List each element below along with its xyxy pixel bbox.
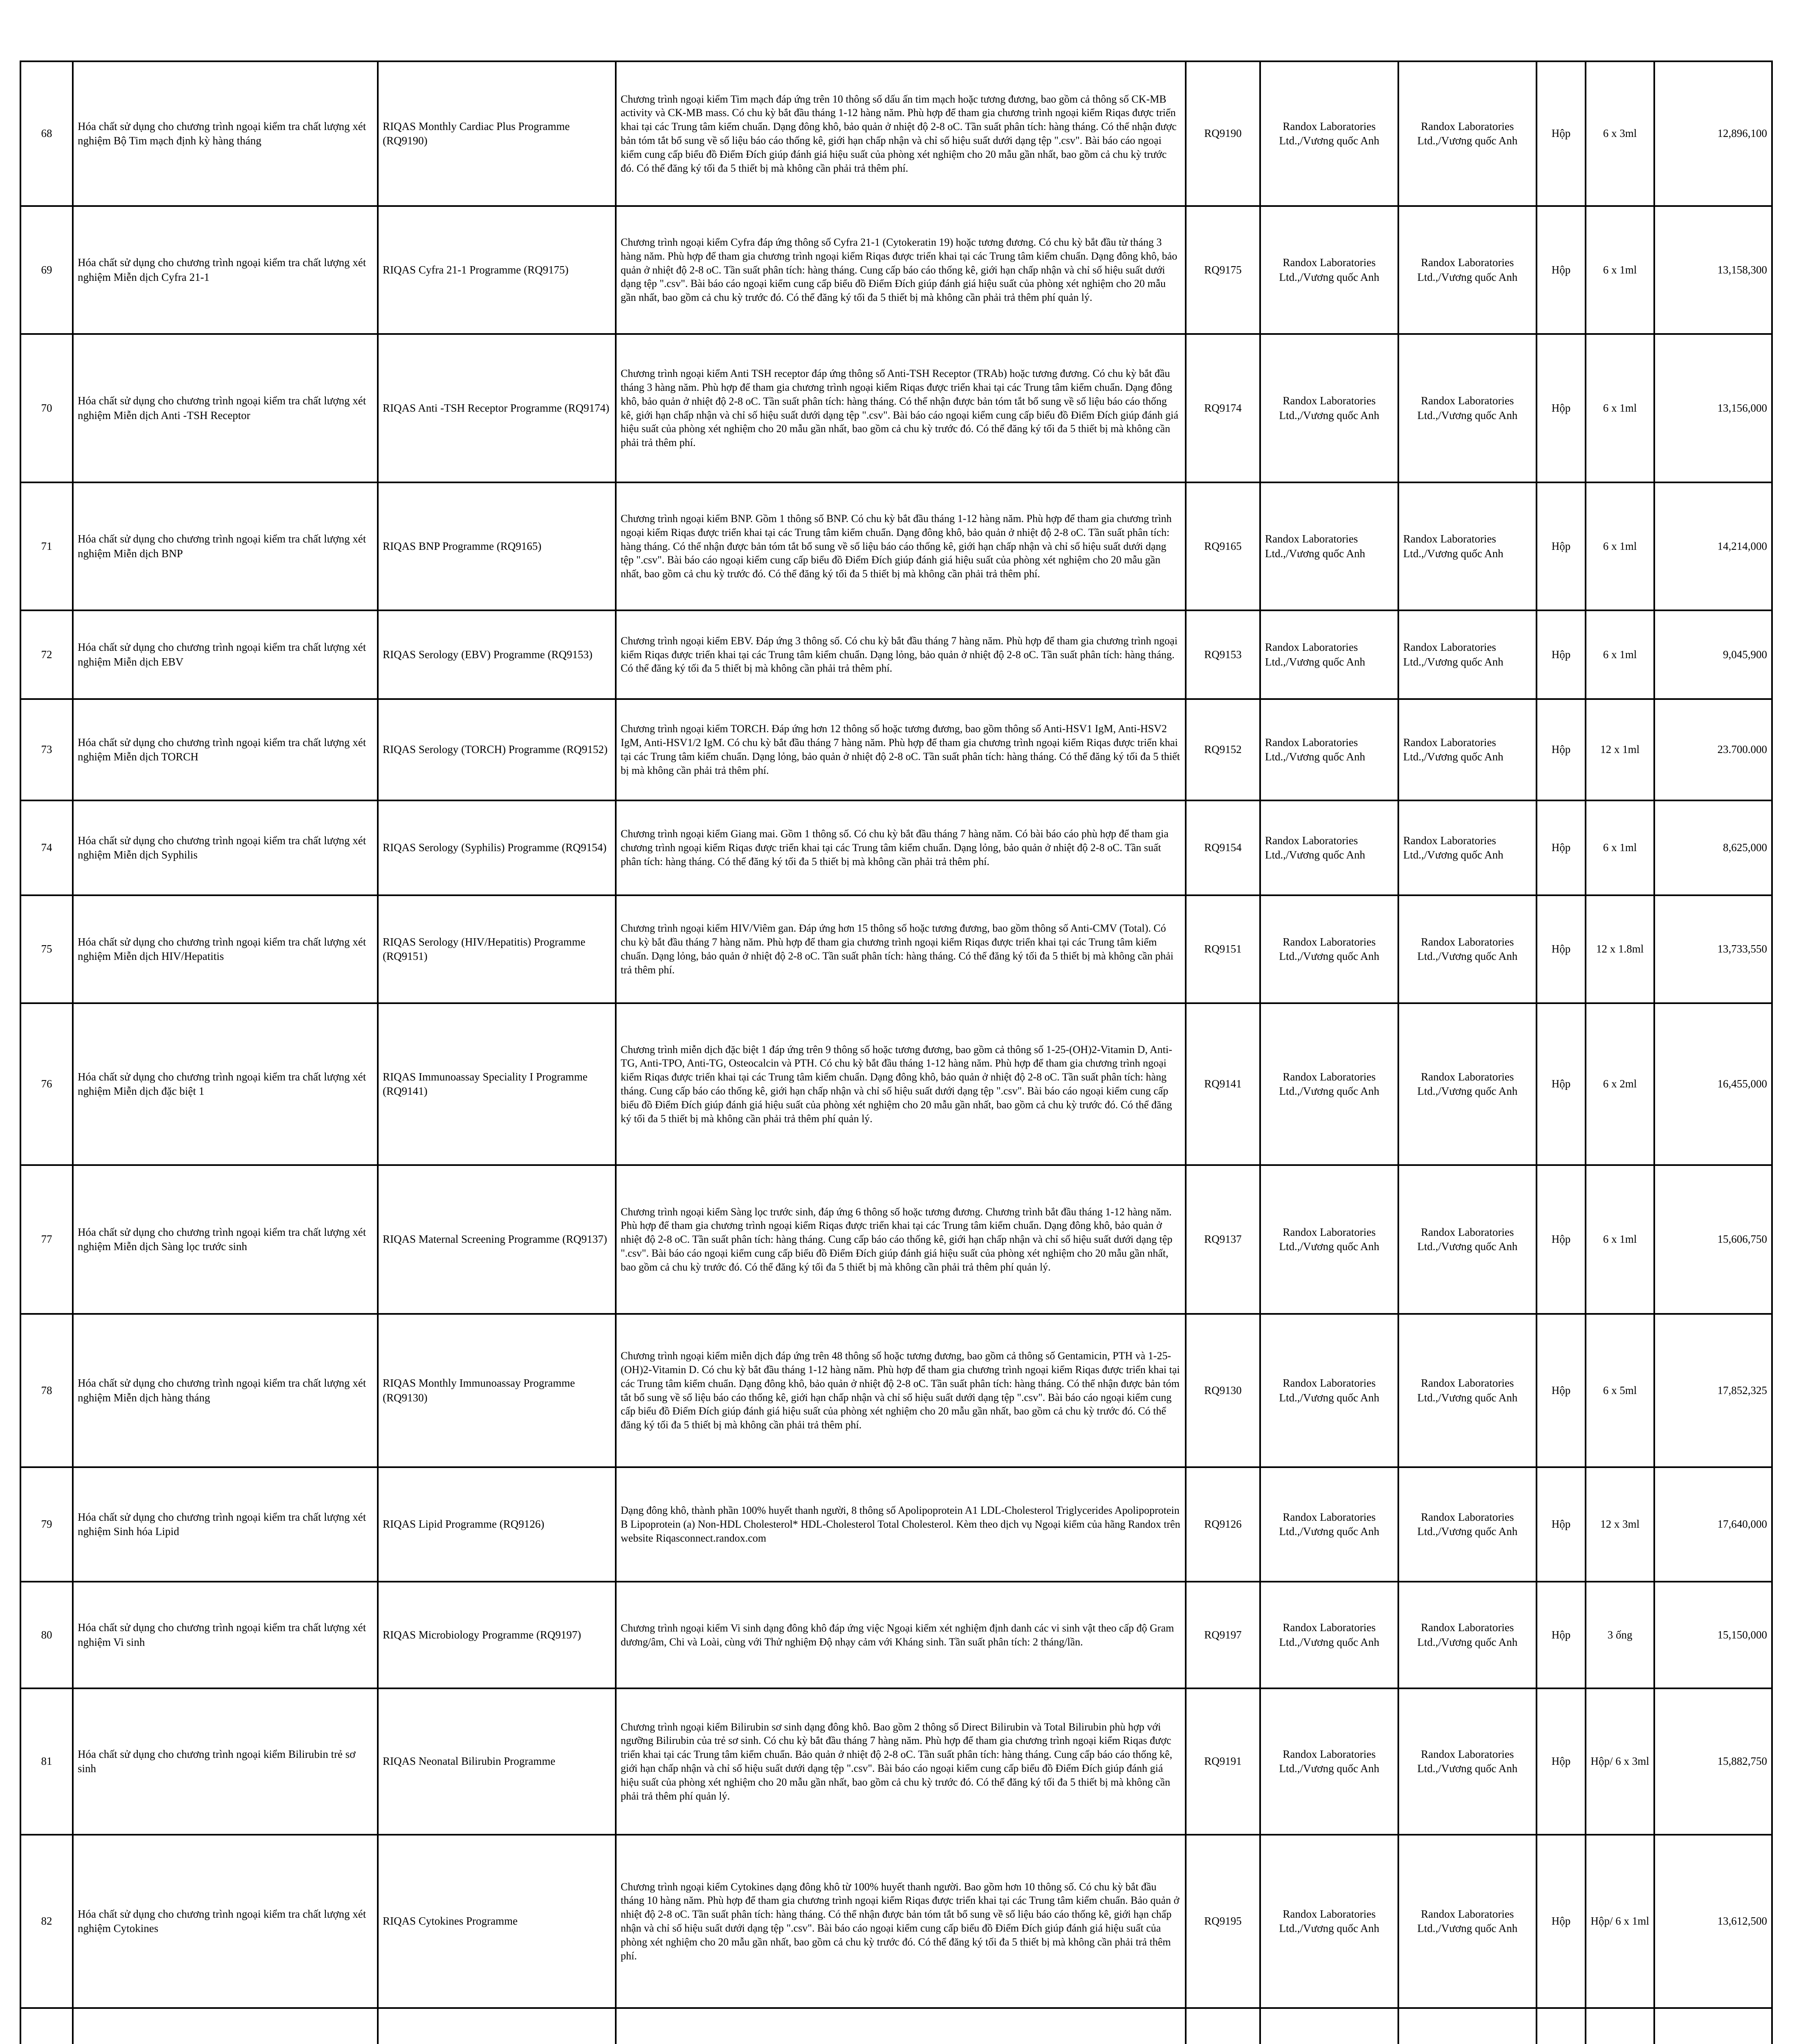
manufacturer: Randox Laboratories Ltd.,/Vương quốc Anh [1260, 1314, 1398, 1467]
row-number: 74 [20, 800, 73, 895]
product-name: RIQAS Maternal Screening Programme (RQ9137) [378, 1165, 616, 1314]
item-name: Hóa chất sử dụng cho chương trình ngoại kiểm tra chất lượng xét nghiệm Sinh hóa Lipid [73, 1467, 378, 1582]
packaging: 6 x 1ml [1586, 1165, 1654, 1314]
item-name: Hóa chất sử dụng cho chương trình ngoại kiểm tra chất lượng xét nghiệm Miễn dịch Cyfra 21-1 [73, 206, 378, 334]
product-name: RIQAS Monthly Cardiac Plus Programme (RQ9190) [378, 61, 616, 206]
packaging: 6 x 5ml [1586, 1314, 1654, 1467]
packaging: Hộp/ 6 x 3ml [1586, 1688, 1654, 1835]
unit-price: 17,852,325 [1654, 1314, 1772, 1467]
license-holder: Randox Laboratories Ltd.,/Vương quốc Anh [1398, 334, 1537, 482]
packaging: 3 ống [1586, 1582, 1654, 1688]
license-holder [1398, 2008, 1537, 2044]
unit [1537, 2008, 1586, 2044]
specification: Chương trình ngoại kiểm Bilirubin sơ sinh dạng đông khô. Bao gồm 2 thông số Direct Bilirubin và Total Bilirubin phù hợp với ngưỡng Bilirubin của trẻ sơ sinh. Có chu kỳ bắt đầu tháng 7 hàng năm. Phù hợp để tham gia chương trình ngoại kiểm Riqas được triển khai tại các Trung tâm kiểm chuẩn. Bảo quản ở nhiệt độ 2-8 oC. Tần suất phân tích: hàng tháng. Cung cấp báo cáo thống kê, giới hạn chấp nhận và chỉ số hiệu suất dưới dạng tệp ".csv". Bài báo cáo ngoại kiểm cung cấp biểu đồ Điểm Đích giúp đánh giá hiệu suất của phòng xét nghiệm cho 20 mẫu gần nhất, bao gồm cả chu kỳ trước đó. Có thể đăng ký tối đa 5 thiết bị mà không cần phải trả thêm phí quản lý. [616, 1688, 1186, 1835]
product-code: RQ9152 [1186, 699, 1260, 800]
unit: Hộp [1537, 482, 1586, 610]
table-row [20, 699, 1772, 800]
row-number: 70 [20, 334, 73, 482]
product-code: RQ9175 [1186, 206, 1260, 334]
unit-price: 15,150,000 [1654, 1582, 1772, 1688]
unit: Hộp [1537, 800, 1586, 895]
table-row [20, 1165, 1772, 1314]
row-number: 75 [20, 895, 73, 1003]
license-holder: Randox Laboratories Ltd.,/Vương quốc Anh [1398, 1835, 1537, 2008]
packaging: 6 x 1ml [1586, 610, 1654, 699]
packaging: 6 x 1ml [1586, 482, 1654, 610]
table-row [20, 482, 1772, 610]
row-number: 71 [20, 482, 73, 610]
specification: Chương trình ngoại kiểm Tim mạch đáp ứng trên 10 thông số dấu ấn tim mạch hoặc tương đương, bao gồm cả thông số CK-MB activity và CK-MB mass. Có chu kỳ bắt đầu tháng 1-12 hàng năm. Phù hợp để tham gia chương trình ngoại kiểm Riqas được triển khai tại các Trung tâm kiểm chuẩn. Dạng đông khô, bảo quản ở nhiệt độ 2-8 oC. Tần suất phân tích: hàng tháng. Có thể nhận được bản tóm tắt bổ sung về số liệu báo cáo thống kê, giới hạn chấp nhận và chỉ số hiệu suất dưới dạng tệp ".csv". Bài báo cáo ngoại kiểm cung cấp biểu đồ Điểm Đích giúp đánh giá hiệu suất của phòng xét nghiệm cho 20 mẫu gần nhất, bao gồm cả chu kỳ trước đó. Có thể đăng ký tối đa 5 thiết bị mà không cần phải trả thêm phí. [616, 61, 1186, 206]
manufacturer: Randox Laboratories Ltd.,/Vương quốc Anh [1260, 1467, 1398, 1582]
specification: Chương trình ngoại kiểm HIV/Viêm gan. Đáp ứng hơn 15 thông số hoặc tương đương, bao gồm thông số Anti-CMV (Total). Có chu kỳ bắt đầu tháng 7 hàng năm. Phù hợp để tham gia chương trình ngoại kiểm Riqas được triển khai tại các Trung tâm kiểm chuẩn. Dạng lỏng, bảo quản ở nhiệt độ 2-8 oC. Tần suất phân tích: hàng tháng. Có thể đăng ký tối đa 5 thiết bị mà không cần phải trả thêm phí. [616, 895, 1186, 1003]
row-number: 72 [20, 610, 73, 699]
unit: Hộp [1537, 699, 1586, 800]
specification: Chương trình ngoại kiểm EBV. Đáp ứng 3 thông số. Có chu kỳ bắt đầu tháng 7 hàng năm. Phù hợp để tham gia chương trình ngoại kiểm Riqas được triển khai tại các Trung tâm kiểm chuẩn. Dạng lỏng, bảo quản ở nhiệt độ 2-8 oC. Tần suất phân tích: hàng tháng. Có thể đăng ký tối đa 5 thiết bị mà không cần phải trả thêm phí. [616, 610, 1186, 699]
row-number: 80 [20, 1582, 73, 1688]
row-number: 76 [20, 1003, 73, 1165]
table-row [20, 895, 1772, 1003]
table-row [20, 2008, 1772, 2044]
unit-price: 8,625,000 [1654, 800, 1772, 895]
row-number: 73 [20, 699, 73, 800]
unit-price [1654, 2008, 1772, 2044]
table-row [20, 1003, 1772, 1165]
unit-price: 15,606,750 [1654, 1165, 1772, 1314]
license-holder: Randox Laboratories Ltd.,/Vương quốc Anh [1398, 1467, 1537, 1582]
specification: Chương trình ngoại kiểm Anti TSH receptor đáp ứng thông số Anti-TSH Receptor (TRAb) hoặc tương đương. Có chu kỳ bắt đầu tháng 3 hàng năm. Phù hợp để tham gia chương trình ngoại kiểm Riqas được triển khai tại các Trung tâm kiểm chuẩn. Dạng đông khô, bảo quản ở nhiệt độ 2-8 oC. Tần suất phân tích: hàng tháng. Có thể nhận được bản tóm tắt bổ sung về số liệu báo cáo thống kê, giới hạn chấp nhận và chỉ số hiệu suất dưới dạng tệp ".csv". Bài báo cáo ngoại kiểm cung cấp biểu đồ Điểm Đích giúp đánh giá hiệu suất của phòng xét nghiệm cho 20 mẫu gần nhất, bao gồm cả chu kỳ trước đó. Có thể đăng ký tối đa 5 thiết bị mà không cần phải trả thêm phí. [616, 334, 1186, 482]
table-row [20, 1314, 1772, 1467]
product-code: RQ9197 [1186, 1582, 1260, 1688]
unit: Hộp [1537, 1165, 1586, 1314]
manufacturer: Randox Laboratories Ltd.,/Vương quốc Anh [1260, 1688, 1398, 1835]
license-holder: Randox Laboratories Ltd.,/Vương quốc Anh [1398, 1688, 1537, 1835]
table-row [20, 334, 1772, 482]
manufacturer: Randox Laboratories Ltd.,/Vương quốc Anh [1260, 895, 1398, 1003]
specification: Chương trình ngoại kiểm Sàng lọc trước sinh, đáp ứng 6 thông số hoặc tương đương. Chương trình bắt đầu tháng 1-12 hàng năm. Phù hợp để tham gia chương trình ngoại kiểm Riqas được triển khai tại các Trung tâm kiểm chuẩn. Dạng đông khô, bảo quản ở nhiệt độ 2-8 oC. Tần suất phân tích: hàng tháng. Cung cấp báo cáo thống kê, giới hạn chấp nhận và chỉ số hiệu suất dưới dạng tệp ".csv". Bài báo cáo ngoại kiểm cung cấp biểu đồ Điểm Đích giúp đánh giá hiệu suất của phòng xét nghiệm cho 20 mẫu gần nhất, bao gồm cả chu kỳ trước đó. Có thể đăng ký tối đa 5 thiết bị mà không cần phải trả thêm phí quản lý. [616, 1165, 1186, 1314]
packaging: 6 x 2ml [1586, 1003, 1654, 1165]
row-number: 82 [20, 1835, 73, 2008]
packaging: 6 x 1ml [1586, 206, 1654, 334]
manufacturer: Randox Laboratories Ltd.,/Vương quốc Anh [1260, 610, 1398, 699]
unit: Hộp [1537, 1835, 1586, 2008]
row-number: 78 [20, 1314, 73, 1467]
unit-price: 13,158,300 [1654, 206, 1772, 334]
unit: Hộp [1537, 1582, 1586, 1688]
table-row [20, 1467, 1772, 1582]
item-name: Hóa chất sử dụng cho chương trình ngoại kiểm tra chất lượng xét nghiệm Miễn dịch EBV [73, 610, 378, 699]
unit: Hộp [1537, 1314, 1586, 1467]
row-number: 69 [20, 206, 73, 334]
product-code: RQ9154 [1186, 800, 1260, 895]
specification: Dạng đông khô, thành phần 100% huyết thanh người, 8 thông số Apolipoprotein A1 LDL-Cholesterol Triglycerides Apolipoprotein B Lipoprotein (a) Non-HDL Cholesterol* HDL-Cholesterol Total Cholesterol. Kèm theo dịch vụ Ngoại kiểm của hãng Randox trên website Riqasconnect.randox.com [616, 1467, 1186, 1582]
product-name: RIQAS BNP Programme (RQ9165) [378, 482, 616, 610]
item-name: Hóa chất sử dụng cho chương trình ngoại kiểm tra chất lượng xét nghiệm Miễn dịch HIV/Hepatitis [73, 895, 378, 1003]
unit-price: 13,733,550 [1654, 895, 1772, 1003]
license-holder: Randox Laboratories Ltd.,/Vương quốc Anh [1398, 895, 1537, 1003]
manufacturer: Randox Laboratories Ltd.,/Vương quốc Anh [1260, 1165, 1398, 1314]
packaging: 12 x 1.8ml [1586, 895, 1654, 1003]
table-row [20, 61, 1772, 206]
packaging: 12 x 3ml [1586, 1467, 1654, 1582]
item-name [73, 2008, 378, 2044]
unit: Hộp [1537, 895, 1586, 1003]
product-code: RQ9195 [1186, 1835, 1260, 2008]
manufacturer: Randox Laboratories Ltd.,/Vương quốc Anh [1260, 800, 1398, 895]
product-name: RIQAS Anti -TSH Receptor Programme (RQ9174) [378, 334, 616, 482]
item-name: Hóa chất sử dụng cho chương trình ngoại kiểm tra chất lượng xét nghiệm Miễn dịch đặc biệt 1 [73, 1003, 378, 1165]
product-name: RIQAS Serology (HIV/Hepatitis) Programme (RQ9151) [378, 895, 616, 1003]
product-name: RIQAS Lipid Programme (RQ9126) [378, 1467, 616, 1582]
license-holder: Randox Laboratories Ltd.,/Vương quốc Anh [1398, 800, 1537, 895]
unit: Hộp [1537, 610, 1586, 699]
table-row [20, 206, 1772, 334]
packaging: 6 x 3ml [1586, 61, 1654, 206]
packaging [1586, 2008, 1654, 2044]
product-name: RIQAS Microbiology Programme (RQ9197) [378, 1582, 616, 1688]
product-name: RIQAS Neonatal Bilirubin Programme [378, 1688, 616, 1835]
product-code: RQ9153 [1186, 610, 1260, 699]
specification: Chương trình ngoại kiểm Cyfra đáp ứng thông số Cyfra 21-1 (Cytokeratin 19) hoặc tương đương. Có chu kỳ bắt đầu từ tháng 3 hàng năm. Phù hợp để tham gia chương trình ngoại kiểm Riqas được triển khai tại các Trung tâm kiểm chuẩn. Dạng đông khô, bảo quản ở nhiệt độ 2-8 oC. Tần suất phân tích: hàng tháng. Cung cấp báo cáo thống kê, giới hạn chấp nhận và chỉ số hiệu suất dưới dạng tệp ".csv". Bài báo cáo ngoại kiểm cung cấp biểu đồ Điểm Đích giúp đánh giá hiệu suất của phòng xét nghiệm cho 20 mẫu gần nhất, bao gồm cả chu kỳ trước đó. Có thể đăng ký tối đa 5 thiết bị mà không cần phải trả thêm phí quản lý. [616, 206, 1186, 334]
specification: Chương trình ngoại kiểm BNP. Gồm 1 thông số BNP. Có chu kỳ bắt đầu tháng 1-12 hàng năm. Phù hợp để tham gia chương trình ngoại kiểm Riqas được triển khai tại các Trung tâm kiểm chuẩn. Dạng đông khô, bảo quản ở nhiệt độ 2-8 oC. Tần suất phân tích: hàng tháng. Có thể nhận được bản tóm tắt bổ sung về số liệu báo cáo thống kê, giới hạn chấp nhận và chỉ số hiệu suất dưới dạng tệp ".csv". Bài báo cáo ngoại kiểm cung cấp biểu đồ Điểm Đích giúp đánh giá hiệu suất của phòng xét nghiệm cho 20 mẫu gần nhất, bao gồm cả chu kỳ trước đó. Có thể đăng ký tối đa 5 thiết bị mà không cần phải trả thêm phí. [616, 482, 1186, 610]
product-name: RIQAS Cyfra 21-1 Programme (RQ9175) [378, 206, 616, 334]
specification: Chương trình miễn dịch đặc biệt 1 đáp ứng trên 9 thông số hoặc tương đương, bao gồm cả thông số 1-25-(OH)2-Vitamin D, Anti-TG, Anti-TPO, Anti-TG, Osteocalcin và PTH. Có chu kỳ bắt đầu tháng 1-12 hàng năm. Phù hợp để tham gia chương trình ngoại kiểm Riqas được triển khai tại các Trung tâm kiểm chuẩn. Dạng đông khô, bảo quản ở nhiệt độ 2-8 oC. Tần suất phân tích: hàng tháng. Cung cấp báo cáo thống kê, giới hạn chấp nhận và chỉ số hiệu suất dưới dạng tệp ".csv". Bài báo cáo ngoại kiểm cung cấp biểu đồ Điểm Đích giúp đánh giá hiệu suất của phòng xét nghiệm cho 20 mẫu gần nhất, bao gồm cả chu kỳ trước đó. Có thể đăng ký tối đa 5 thiết bị mà không cần phải trả thêm phí quản lý. [616, 1003, 1186, 1165]
table-row [20, 610, 1772, 699]
row-number: 81 [20, 1688, 73, 1835]
product-name: RIQAS Monthly Immunoassay Programme (RQ9130) [378, 1314, 616, 1467]
unit-price: 15,882,750 [1654, 1688, 1772, 1835]
item-name: Hóa chất sử dụng cho chương trình ngoại kiểm tra chất lượng xét nghiệm Miễn dịch BNP [73, 482, 378, 610]
unit-price: 13,156,000 [1654, 334, 1772, 482]
product-name: RIQAS Serology (EBV) Programme (RQ9153) [378, 610, 616, 699]
table-row [20, 1688, 1772, 1835]
product-code: RQ9137 [1186, 1165, 1260, 1314]
unit: Hộp [1537, 1688, 1586, 1835]
product-name: RIQAS Cytokines Programme [378, 1835, 616, 2008]
unit-price: 16,455,000 [1654, 1003, 1772, 1165]
manufacturer: Randox Laboratories Ltd.,/Vương quốc Anh [1260, 699, 1398, 800]
unit-price: 13,612,500 [1654, 1835, 1772, 2008]
product-code: RQ9191 [1186, 1688, 1260, 1835]
product-code: RQ9174 [1186, 334, 1260, 482]
manufacturer: Randox Laboratories Ltd.,/Vương quốc Anh [1260, 482, 1398, 610]
specification: Chương trình ngoại kiểm TORCH. Đáp ứng hơn 12 thông số hoặc tương đương, bao gồm thông số Anti-HSV1 IgM, Anti-HSV2 IgM, Anti-HSV1/2 IgM. Có chu kỳ bắt đầu tháng 7 hàng năm. Phù hợp để tham gia chương trình ngoại kiểm Riqas được triển khai tại các Trung tâm kiểm chuẩn. Dạng lỏng, bảo quản ở nhiệt độ 2-8 oC. Tần suất phân tích: hàng tháng. Có thể đăng ký tối đa 5 thiết bị mà không cần phải trả thêm phí. [616, 699, 1186, 800]
manufacturer: Randox Laboratories Ltd.,/Vương quốc Anh [1260, 334, 1398, 482]
license-holder: Randox Laboratories Ltd.,/Vương quốc Anh [1398, 482, 1537, 610]
product-name: RIQAS Serology (Syphilis) Programme (RQ9154) [378, 800, 616, 895]
manufacturer [1260, 2008, 1398, 2044]
unit: Hộp [1537, 1467, 1586, 1582]
item-name: Hóa chất sử dụng cho chương trình ngoại kiểm tra chất lượng xét nghiệm Bộ Tim mạch định kỳ hàng tháng [73, 61, 378, 206]
license-holder: Randox Laboratories Ltd.,/Vương quốc Anh [1398, 699, 1537, 800]
table-row [20, 1582, 1772, 1688]
license-holder: Randox Laboratories Ltd.,/Vương quốc Anh [1398, 61, 1537, 206]
item-name: Hóa chất sử dụng cho chương trình ngoại kiểm tra chất lượng xét nghiệm Cytokines [73, 1835, 378, 2008]
product-code: RQ9165 [1186, 482, 1260, 610]
packaging: 6 x 1ml [1586, 800, 1654, 895]
row-number: 79 [20, 1467, 73, 1582]
product-name: RIQAS Immunoassay Speciality I Programme (RQ9141) [378, 1003, 616, 1165]
license-holder: Randox Laboratories Ltd.,/Vương quốc Anh [1398, 1582, 1537, 1688]
manufacturer: Randox Laboratories Ltd.,/Vương quốc Anh [1260, 1835, 1398, 2008]
product-code: RQ9141 [1186, 1003, 1260, 1165]
unit-price: 23.700.000 [1654, 699, 1772, 800]
product-name: RIQAS Serology (TORCH) Programme (RQ9152) [378, 699, 616, 800]
packaging: 6 x 1ml [1586, 334, 1654, 482]
row-number [20, 2008, 73, 2044]
specification: Chương trình ngoại kiểm Cytokines dạng đông khô từ 100% huyết thanh người. Bao gồm hơn 10 thông số. Có chu kỳ bắt đầu tháng 10 hàng năm. Phù hợp để tham gia chương trình ngoại kiểm Riqas được triển khai tại các Trung tâm kiểm chuẩn. Bảo quản ở nhiệt độ 2-8 oC. Tần suất phân tích: hàng tháng. Có thể nhận được bản tóm tắt bổ sung về số liệu báo cáo thống kê, giới hạn chấp nhận và chỉ số hiệu suất dưới dạng tệp ".csv". Bài báo cáo ngoại kiểm cung cấp biểu đồ Điểm Đích giúp đánh giá hiệu suất của phòng xét nghiệm cho 20 mẫu gần nhất, bao gồm cả chu kỳ trước đó. Có thể đăng ký tối đa 5 thiết bị mà không cần phải trả thêm phí. [616, 1835, 1186, 2008]
manufacturer: Randox Laboratories Ltd.,/Vương quốc Anh [1260, 1003, 1398, 1165]
item-name: Hóa chất sử dụng cho chương trình ngoại kiểm tra chất lượng xét nghiệm Miễn dịch Sàng lọc trước sinh [73, 1165, 378, 1314]
manufacturer: Randox Laboratories Ltd.,/Vương quốc Anh [1260, 61, 1398, 206]
product-code: RQ9190 [1186, 61, 1260, 206]
item-name: Hóa chất sử dụng cho chương trình ngoại kiểm tra chất lượng xét nghiệm Vi sinh [73, 1582, 378, 1688]
unit: Hộp [1537, 61, 1586, 206]
item-name: Hóa chất sử dụng cho chương trình ngoại kiểm tra chất lượng xét nghiệm Miễn dịch TORCH [73, 699, 378, 800]
unit: Hộp [1537, 334, 1586, 482]
row-number: 77 [20, 1165, 73, 1314]
manufacturer: Randox Laboratories Ltd.,/Vương quốc Anh [1260, 206, 1398, 334]
license-holder: Randox Laboratories Ltd.,/Vương quốc Anh [1398, 610, 1537, 699]
license-holder: Randox Laboratories Ltd.,/Vương quốc Anh [1398, 206, 1537, 334]
packaging: 12 x 1ml [1586, 699, 1654, 800]
item-name: Hóa chất sử dụng cho chương trình ngoại kiểm tra chất lượng xét nghiệm Miễn dịch hàng tháng [73, 1314, 378, 1467]
license-holder: Randox Laboratories Ltd.,/Vương quốc Anh [1398, 1003, 1537, 1165]
item-name: Hóa chất sử dụng cho chương trình ngoại kiểm Bilirubin trẻ sơ sinh [73, 1688, 378, 1835]
manufacturer: Randox Laboratories Ltd.,/Vương quốc Anh [1260, 1582, 1398, 1688]
unit-price: 17,640,000 [1654, 1467, 1772, 1582]
packaging: Hộp/ 6 x 1ml [1586, 1835, 1654, 2008]
product-code [1186, 2008, 1260, 2044]
specification: Chương trình ngoại kiểm Vi sinh dạng đông khô đáp ứng việc Ngoại kiểm xét nghiệm định danh các vi sinh vật theo cấp độ Gram dương/âm, Chi và Loài, cùng với Thử nghiệm Độ nhạy cảm với Kháng sinh. Tần suất phân tích: 2 tháng/lần. [616, 1582, 1186, 1688]
product-code: RQ9151 [1186, 895, 1260, 1003]
specification: Chương trình ngoại kiểm miễn dịch đáp ứng trên 48 thông số hoặc tương đương, bao gồm cả thông số Gentamicin, PTH và 1-25-(OH)2-Vitamin D. Có chu kỳ bắt đầu tháng 1-12 hàng năm. Phù hợp để tham gia chương trình ngoại kiểm Riqas được triển khai tại các Trung tâm kiểm chuẩn. Dạng đông khô, bảo quản ở nhiệt độ 2-8 oC. Tần suất phân tích: hàng tháng. Có thể nhận được bản tóm tắt bổ sung về số liệu báo cáo thống kê, giới hạn chấp nhận và chỉ số hiệu suất dưới dạng tệp ".csv". Bài báo cáo ngoại kiểm cung cấp biểu đồ Điểm Đích giúp đánh giá hiệu suất của phòng xét nghiệm cho 20 mẫu gần nhất, bao gồm cả chu kỳ trước đó. Có thể đăng ký tối đa 5 thiết bị mà không cần phải trả thêm phí. [616, 1314, 1186, 1467]
row-number: 68 [20, 61, 73, 206]
product-code: RQ9130 [1186, 1314, 1260, 1467]
license-holder: Randox Laboratories Ltd.,/Vương quốc Anh [1398, 1165, 1537, 1314]
unit: Hộp [1537, 1003, 1586, 1165]
unit-price: 12,896,100 [1654, 61, 1772, 206]
product-code: RQ9126 [1186, 1467, 1260, 1582]
item-name: Hóa chất sử dụng cho chương trình ngoại kiểm tra chất lượng xét nghiệm Miễn dịch Anti -TSH Receptor [73, 334, 378, 482]
item-name: Hóa chất sử dụng cho chương trình ngoại kiểm tra chất lượng xét nghiệm Miễn dịch Syphilis [73, 800, 378, 895]
table-row [20, 1835, 1772, 2008]
unit: Hộp [1537, 206, 1586, 334]
specification [616, 2008, 1186, 2044]
specification: Chương trình ngoại kiểm Giang mai. Gồm 1 thông số. Có chu kỳ bắt đầu tháng 7 hàng năm. Có bài báo cáo phù hợp để tham gia chương trình ngoại kiểm Riqas được triển khai tại các Trung tâm kiểm chuẩn. Dạng lỏng, bảo quản ở nhiệt độ 2-8 oC. Tần suất phân tích: hàng tháng. Có thể đăng ký tối đa 5 thiết bị mà không cần phải trả thêm phí. [616, 800, 1186, 895]
product-name [378, 2008, 616, 2044]
unit-price: 9,045,900 [1654, 610, 1772, 699]
license-holder: Randox Laboratories Ltd.,/Vương quốc Anh [1398, 1314, 1537, 1467]
table-row [20, 800, 1772, 895]
unit-price: 14,214,000 [1654, 482, 1772, 610]
product-table [20, 61, 1773, 2044]
